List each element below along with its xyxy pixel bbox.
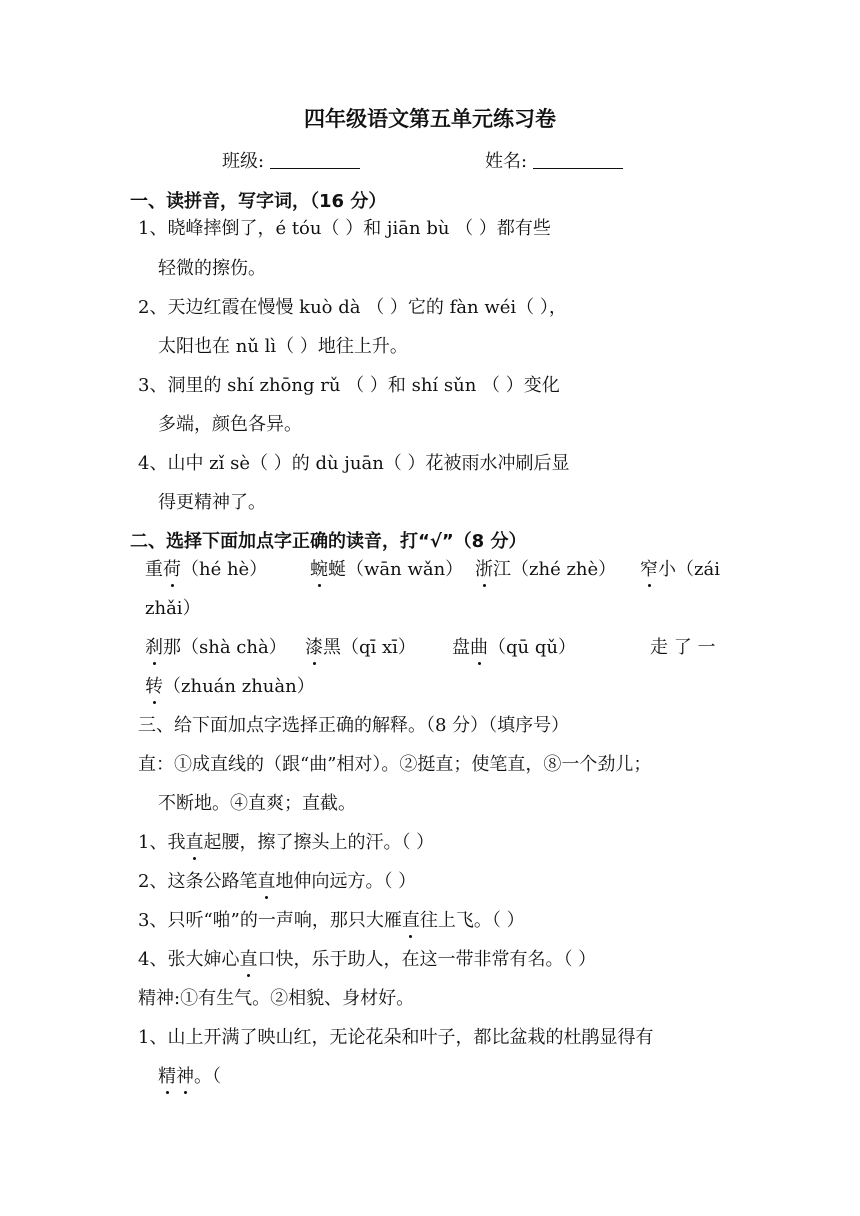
page-title: 四年级语文第五单元练习卷 bbox=[304, 107, 556, 131]
name-field bbox=[485, 150, 623, 174]
section-1-heading: 一、读拼音，写字词，（16 分） bbox=[130, 191, 387, 212]
s3-q5-post: 。（ bbox=[194, 1066, 221, 1087]
section-2-heading: 二、选择下面加点字正确的读音，打“√”（8 分） bbox=[130, 531, 527, 552]
s3-q4-dotted: 直 bbox=[239, 949, 258, 970]
s3-q2-pre: 2、这条公路笔 bbox=[138, 871, 258, 892]
s2-i5-pinyin: （shà chà） bbox=[181, 637, 287, 658]
section-3-heading: 三、给下面加点字选择正确的解释。（8 分）（填序号） bbox=[138, 715, 570, 736]
s2-item-3 bbox=[475, 558, 616, 582]
s1-q3-line1: 3、洞里的 shí zhōng rǔ （ ）和 shí sǔn （ ）变化 bbox=[138, 375, 560, 396]
s1-q4-line1: 4、山中 zǐ sè（ ）的 dù juān（ ）花被雨水冲刷后显 bbox=[138, 453, 570, 474]
s2-item-4 bbox=[640, 558, 720, 582]
class-blank[interactable] bbox=[270, 150, 360, 169]
s2-item-5 bbox=[145, 636, 287, 660]
s2-i1-pre: 重 bbox=[145, 559, 163, 580]
s2-i1-pinyin: （hé hè） bbox=[181, 559, 268, 580]
name-label: 姓名: bbox=[485, 151, 528, 172]
s2-i4-dotted: 窄 bbox=[640, 559, 658, 580]
s2-i2-pinyin: （wān wǎn） bbox=[346, 559, 464, 580]
s2-i5-post: 那 bbox=[163, 637, 181, 658]
s2-i6-dotted: 漆 bbox=[305, 637, 323, 658]
s2-i4-pinyin: （zái bbox=[676, 559, 720, 580]
s2-i2-dotted: 蜿 bbox=[310, 559, 328, 580]
s2-i8-dotted: 转 bbox=[145, 676, 163, 697]
s2-item-8 bbox=[145, 675, 315, 699]
s3-q1 bbox=[138, 831, 434, 855]
s3-q5-dotted-1: 精 bbox=[158, 1066, 176, 1087]
s1-q1-line1: 1、晓峰摔倒了，é tóu（ ）和 jiān bù （ ）都有些 bbox=[138, 218, 551, 239]
s3-q1-post: 起腰，擦了擦头上的汗。（ ） bbox=[203, 832, 435, 853]
s2-i3-dotted: 浙 bbox=[475, 559, 493, 580]
s2-i4-post: 小 bbox=[658, 559, 676, 580]
s1-q3-line2: 多端，颜色各异。 bbox=[158, 414, 302, 435]
s3-q5-dotted-2: 神 bbox=[176, 1066, 194, 1087]
s3-q5-line2 bbox=[158, 1065, 221, 1089]
s2-item-7 bbox=[452, 636, 576, 660]
s2-i2-post: 蜒 bbox=[328, 559, 346, 580]
s1-q1-line2: 轻微的擦伤。 bbox=[158, 258, 266, 279]
s2-i3-pinyin: （zhé zhè） bbox=[511, 559, 617, 580]
s1-q2-line2: 太阳也在 nǔ lì（ ）地往上升。 bbox=[158, 336, 408, 357]
s2-i1-dotted: 荷 bbox=[163, 559, 181, 580]
s3-q5-line1: 1、山上开满了映山红，无论花朵和叶子，都比盆栽的杜鹃显得有 bbox=[138, 1027, 654, 1048]
s3-q2-dotted: 直 bbox=[257, 871, 276, 892]
s3-q2-post: 地伸向远方。（ ） bbox=[275, 871, 417, 892]
s3-q3 bbox=[138, 909, 525, 933]
s2-i7-pre: 盘 bbox=[452, 637, 470, 658]
s3-q1-dotted: 直 bbox=[185, 832, 204, 853]
s2-i3-post: 江 bbox=[493, 559, 511, 580]
s3-q4 bbox=[138, 948, 596, 972]
s1-q4-line2: 得更精神了。 bbox=[158, 492, 266, 513]
s3-def-line1: 直：①成直线的（跟“曲”相对）。②挺直；使笔直，⑧一个劲儿； bbox=[138, 754, 652, 775]
s3-q3-pre: 3、只听“啪”的一声响，那只大雁 bbox=[138, 910, 402, 931]
s3-q4-pre: 4、张大婶心 bbox=[138, 949, 240, 970]
s2-item-6 bbox=[305, 636, 416, 660]
s2-i7-dotted: 曲 bbox=[470, 637, 488, 658]
s3-q2 bbox=[138, 870, 416, 894]
s2-item-8-start: 走 了 一 bbox=[650, 637, 716, 658]
class-field bbox=[222, 150, 360, 174]
s3-q3-post: 往上飞。（ ） bbox=[419, 910, 525, 931]
s2-i8-pinyin: （zhuán zhuàn） bbox=[163, 676, 315, 697]
s3-q4-post: 口快，乐于助人，在这一带非常有名。（ ） bbox=[257, 949, 597, 970]
s2-i5-dotted: 刹 bbox=[145, 637, 163, 658]
s3-def-line2: 不断地。④直爽；直截。 bbox=[158, 793, 356, 814]
s2-item-2 bbox=[310, 558, 463, 582]
s1-q2-line1: 2、天边红霞在慢慢 kuò dà （ ）它的 fàn wéi（ ）， bbox=[138, 297, 567, 318]
class-label: 班级: bbox=[222, 151, 265, 172]
s3-def2: 精神:①有生气。②相貌、身材好。 bbox=[138, 988, 415, 1009]
s2-i6-post: 黑 bbox=[323, 637, 341, 658]
s2-item-4-cont: zhǎi） bbox=[145, 598, 201, 619]
name-blank[interactable] bbox=[533, 150, 623, 169]
s2-i7-pinyin: （qū qǔ） bbox=[488, 637, 576, 658]
s2-i6-pinyin: （qī xī） bbox=[341, 637, 416, 658]
s3-q1-pre: 1、我 bbox=[138, 832, 186, 853]
s3-q3-dotted: 直 bbox=[401, 910, 420, 931]
s2-item-1 bbox=[145, 558, 267, 582]
